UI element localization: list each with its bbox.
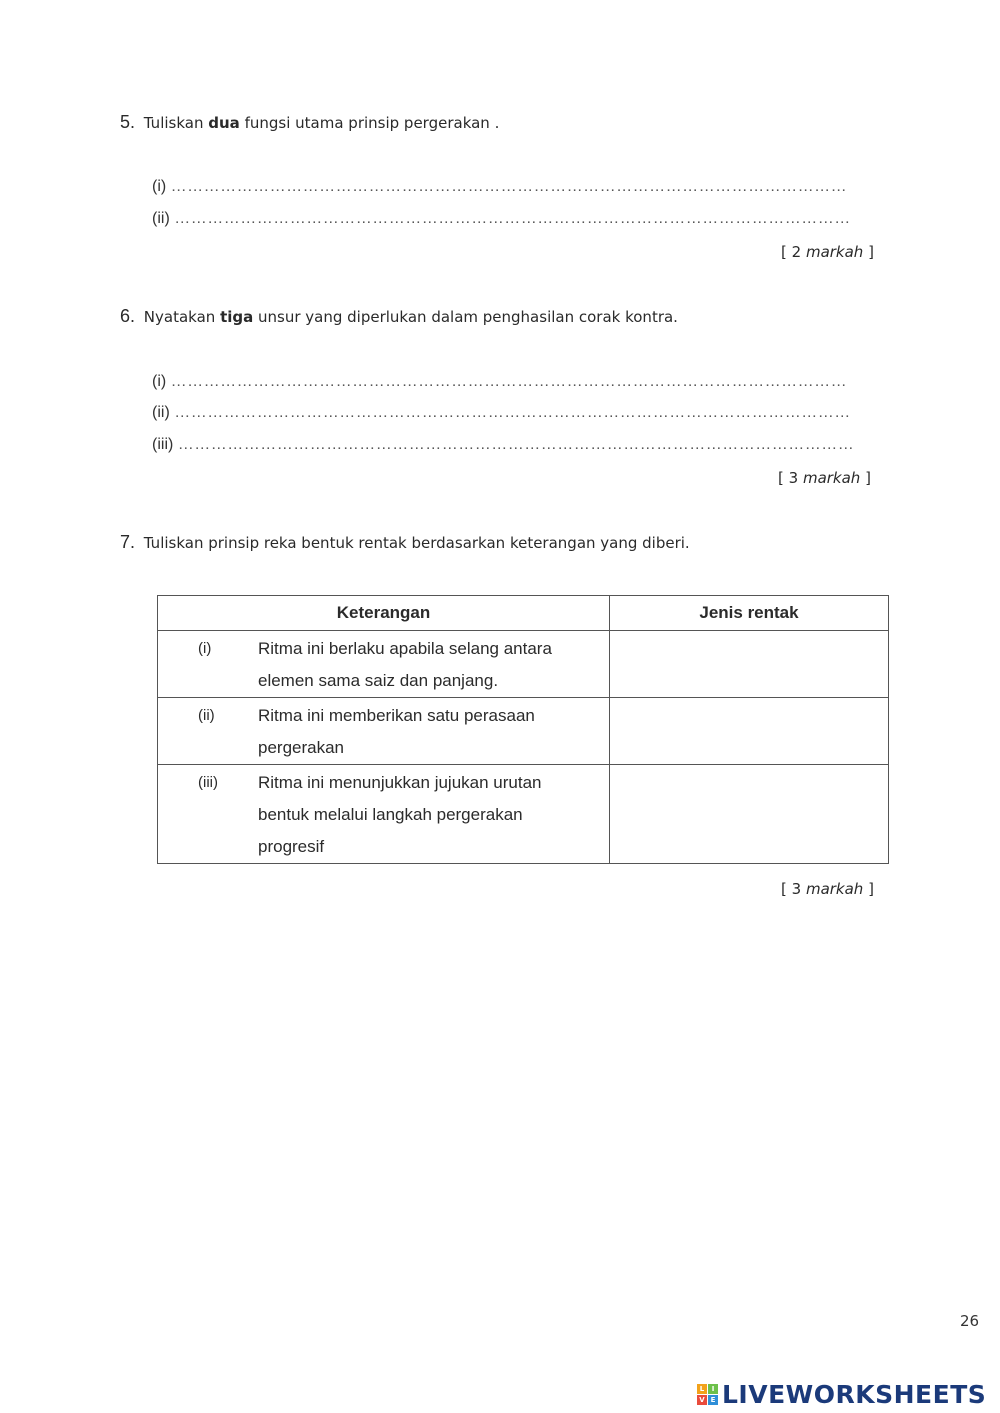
question-text: Tuliskan prinsip reka bentuk rentak berdasarkan keterangan yang diberi.	[143, 534, 690, 552]
question-7	[120, 532, 690, 553]
answer-line-5-ii[interactable]	[152, 210, 867, 228]
marks-label-6	[778, 469, 871, 487]
answer-line-6-iii[interactable]	[152, 436, 874, 454]
question-number: 5.	[120, 112, 136, 132]
question-number: 7.	[120, 532, 136, 552]
description-cell	[158, 631, 610, 698]
marks-open: [ 3	[781, 880, 802, 898]
question-text-part: Nyatakan	[143, 308, 216, 326]
row-label: (i)	[198, 640, 212, 657]
answer-label: (iii)	[152, 436, 174, 453]
rhythm-table	[157, 595, 889, 864]
question-text-part: Tuliskan	[143, 114, 204, 132]
row-label: (iii)	[198, 774, 218, 791]
marks-word: markah	[802, 469, 861, 487]
logo-letter: I	[708, 1384, 718, 1394]
description-line: elemen sama saiz dan panjang.	[258, 671, 499, 690]
question-text-part: unsur yang diperlukan dalam penghasilan corak kontra.	[258, 308, 678, 326]
marks-close: ]	[868, 880, 874, 898]
logo-letter: V	[697, 1395, 707, 1405]
row-label: (ii)	[198, 707, 215, 724]
description-line: Ritma ini menunjukkan jujukan urutan	[258, 773, 542, 792]
answer-dots: ……………………………………………………………………………………………………………	[170, 373, 848, 390]
description-line: bentuk melalui langkah pergerakan	[258, 805, 523, 824]
description-line: pergerakan	[258, 738, 345, 757]
answer-line-6-i[interactable]	[152, 373, 867, 391]
description-line: Ritma ini memberikan satu perasaan	[258, 706, 535, 725]
logo-letter: L	[697, 1384, 707, 1394]
answer-label: (i)	[152, 178, 167, 195]
answer-dots: ……………………………………………………………………………………………………………	[174, 210, 851, 227]
marks-label-7	[781, 880, 874, 898]
marks-word: markah	[805, 880, 864, 898]
page-number: 26	[960, 1312, 980, 1330]
question-emphasis: dua	[208, 114, 240, 132]
liveworksheets-logo	[697, 1377, 986, 1411]
description-line: Ritma ini berlaku apabila selang antara	[258, 639, 552, 658]
table-row	[158, 698, 889, 765]
logo-wordmark: LIVEWORKSHEETS	[722, 1379, 987, 1409]
live-grid-icon	[697, 1384, 718, 1405]
answer-dots: ……………………………………………………………………………………………………………	[170, 178, 848, 195]
marks-close: ]	[865, 469, 871, 487]
answer-cell-iii[interactable]	[610, 765, 889, 864]
answer-line-5-i[interactable]	[152, 178, 867, 196]
marks-close: ]	[868, 243, 874, 261]
description-cell	[158, 698, 610, 765]
answer-dots: ……………………………………………………………………………………………………………	[174, 404, 851, 421]
header-keterangan: Keterangan	[158, 596, 610, 631]
logo-letter: E	[708, 1395, 718, 1405]
question-5	[120, 112, 499, 133]
question-6	[120, 306, 678, 327]
question-emphasis: tiga	[220, 308, 254, 326]
answer-cell-i[interactable]	[610, 631, 889, 698]
table-header-row	[158, 596, 889, 631]
answer-label: (ii)	[152, 404, 170, 421]
marks-open: [ 2	[781, 243, 802, 261]
marks-word: markah	[805, 243, 864, 261]
answer-dots: ……………………………………………………………………………………………………………	[177, 436, 855, 453]
answer-label: (i)	[152, 373, 167, 390]
question-text-part: fungsi utama prinsip pergerakan .	[244, 114, 500, 132]
table-row	[158, 631, 889, 698]
answer-label: (ii)	[152, 210, 170, 227]
question-number: 6.	[120, 306, 136, 326]
answer-cell-ii[interactable]	[610, 698, 889, 765]
table-row	[158, 765, 889, 864]
marks-open: [ 3	[778, 469, 799, 487]
marks-label-5	[781, 243, 874, 261]
header-jenis-rentak: Jenis rentak	[610, 596, 889, 631]
answer-line-6-ii[interactable]	[152, 404, 867, 422]
description-cell	[158, 765, 610, 864]
description-line: progresif	[258, 837, 325, 856]
